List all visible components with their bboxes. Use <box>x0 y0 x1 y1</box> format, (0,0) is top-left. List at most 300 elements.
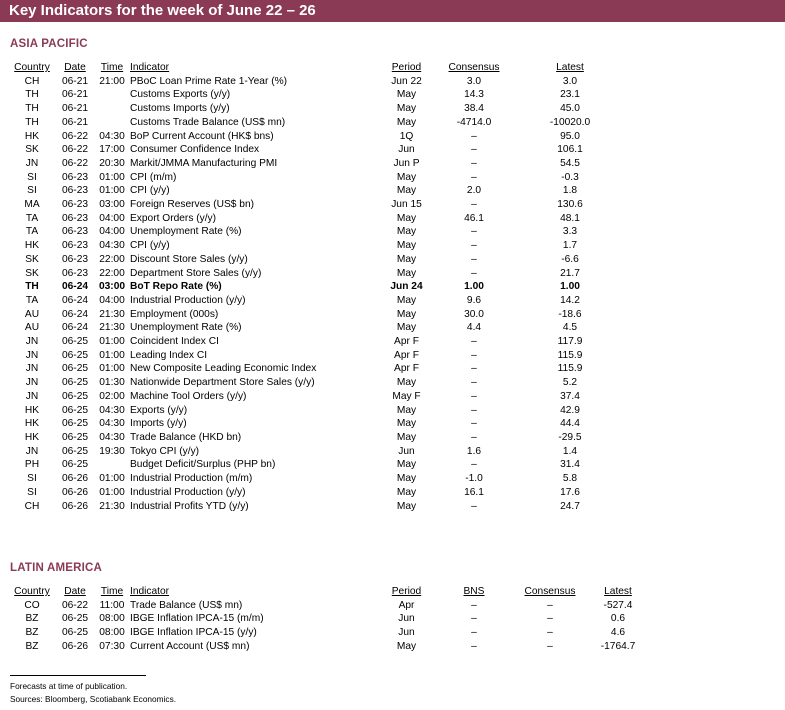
cell-indicator: Industrial Production (y/y) <box>130 294 246 306</box>
cell-indicator: Customs Exports (y/y) <box>130 89 231 101</box>
cell-latest: 4.6 <box>610 627 626 639</box>
cell-latest: 14.2 <box>560 294 580 306</box>
table-row <box>8 472 628 486</box>
column-header-country: Country <box>14 586 50 597</box>
cell-date: 06-25 <box>61 431 89 443</box>
cell-period: Apr F <box>394 336 419 348</box>
cell-country: JN <box>25 390 39 402</box>
cell-latest: 5.2 <box>562 377 578 389</box>
cell-period: May <box>396 322 417 334</box>
cell-time: 08:00 <box>99 627 125 639</box>
cell-date: 06-25 <box>61 613 89 625</box>
cell-date: 06-25 <box>61 404 89 416</box>
cell-consensus: – <box>471 144 477 156</box>
cell-date: 06-25 <box>61 363 89 375</box>
cell-bns: – <box>471 627 477 639</box>
cell-country: PH <box>24 459 40 471</box>
cell-period: May <box>396 459 417 471</box>
cell-latest: -527.4 <box>603 599 633 611</box>
cell-country: HK <box>24 404 40 416</box>
cell-time: 02:00 <box>99 390 125 402</box>
cell-indicator: Export Orders (y/y) <box>130 212 217 224</box>
cell-period: May <box>396 640 417 652</box>
cell-period: May <box>396 431 417 443</box>
cell-consensus: 9.6 <box>466 294 482 306</box>
cell-bns: – <box>471 599 477 611</box>
cell-date: 06-25 <box>61 445 89 457</box>
cell-indicator: CPI (y/y) <box>130 185 170 197</box>
cell-time: 21:00 <box>99 75 125 87</box>
cell-time: 04:30 <box>99 130 125 142</box>
cell-latest: 21.7 <box>560 267 580 279</box>
cell-latest: 1.00 <box>560 281 580 293</box>
cell-indicator: Trade Balance (HKD bn) <box>130 431 242 443</box>
cell-consensus: – <box>471 404 477 416</box>
cell-indicator: Discount Store Sales (y/y) <box>130 253 248 265</box>
table-row <box>8 626 648 640</box>
cell-time: 07:30 <box>99 640 125 652</box>
table-row <box>8 212 628 226</box>
table-row <box>8 143 628 157</box>
cell-time: 04:30 <box>99 418 125 430</box>
cell-consensus: – <box>471 171 477 183</box>
cell-indicator: Trade Balance (US$ mn) <box>130 599 243 611</box>
cell-latest: -0.3 <box>561 171 579 183</box>
cell-country: BZ <box>25 627 39 639</box>
cell-country: JN <box>25 377 39 389</box>
cell-period: Jun <box>398 613 415 625</box>
column-header-latest: Latest <box>604 586 632 597</box>
cell-consensus: 2.0 <box>466 185 482 197</box>
table-row <box>8 321 628 335</box>
cell-bns: – <box>471 640 477 652</box>
cell-time: 01:00 <box>99 336 125 348</box>
cell-period: 1Q <box>399 130 414 142</box>
cell-indicator: BoP Current Account (HK$ bns) <box>130 130 274 142</box>
cell-country: CO <box>24 599 40 611</box>
cell-latest: -6.6 <box>561 253 579 265</box>
cell-period: May <box>396 89 417 101</box>
cell-latest: 54.5 <box>560 157 580 169</box>
table-row <box>8 431 628 445</box>
cell-latest: 1.4 <box>562 445 578 457</box>
cell-time: 08:00 <box>99 613 125 625</box>
cell-date: 06-25 <box>61 349 89 361</box>
cell-period: Jun <box>398 445 415 457</box>
cell-time: 01:00 <box>99 486 125 498</box>
table-row <box>8 75 628 89</box>
cell-indicator: Machine Tool Orders (y/y) <box>130 390 247 402</box>
table-row <box>8 157 628 171</box>
cell-country: JN <box>25 336 39 348</box>
cell-consensus: -4714.0 <box>456 116 492 128</box>
cell-date: 06-26 <box>61 500 89 512</box>
cell-time: 04:30 <box>99 431 125 443</box>
cell-period: May F <box>392 390 421 402</box>
column-header-latest: Latest <box>556 62 584 73</box>
cell-latest: -29.5 <box>558 431 582 443</box>
cell-period: May <box>396 253 417 265</box>
cell-date: 06-22 <box>61 157 89 169</box>
cell-date: 06-22 <box>61 130 89 142</box>
cell-latest: 95.0 <box>560 130 580 142</box>
table-row <box>8 198 628 212</box>
cell-date: 06-25 <box>61 336 89 348</box>
table-row <box>8 184 628 198</box>
cell-consensus: – <box>471 459 477 471</box>
column-header-consensus: Consensus <box>448 62 500 73</box>
table-row <box>8 445 628 459</box>
cell-consensus: 4.4 <box>466 322 482 334</box>
table-row <box>8 116 628 130</box>
asia-pacific-table <box>8 61 628 513</box>
cell-time <box>94 458 130 472</box>
column-header-indicator: Indicator <box>130 62 170 73</box>
cell-date: 06-21 <box>61 103 89 115</box>
cell-date: 06-23 <box>61 253 89 265</box>
cell-latest: -1764.7 <box>600 640 636 652</box>
cell-period: May <box>396 267 417 279</box>
table-row <box>8 640 648 654</box>
table-row <box>8 102 628 116</box>
cell-time: 21:30 <box>99 308 125 320</box>
table-header-row <box>8 585 648 599</box>
cell-country: CH <box>24 500 40 512</box>
latin-america-table <box>8 585 648 654</box>
cell-time: 01:00 <box>99 363 125 375</box>
cell-consensus: – <box>471 130 477 142</box>
cell-consensus: – <box>471 500 477 512</box>
cell-indicator: Department Store Sales (y/y) <box>130 267 262 279</box>
cell-period: May <box>396 171 417 183</box>
cell-date: 06-26 <box>61 640 89 652</box>
cell-date: 06-22 <box>61 144 89 156</box>
cell-period: May <box>396 103 417 115</box>
cell-indicator: Budget Deficit/Surplus (PHP bn) <box>130 459 276 471</box>
cell-date: 06-21 <box>61 116 89 128</box>
cell-consensus: – <box>471 431 477 443</box>
cell-time: 21:30 <box>99 500 125 512</box>
cell-consensus: 14.3 <box>464 89 484 101</box>
table-row <box>8 294 628 308</box>
cell-time: 04:00 <box>99 226 125 238</box>
cell-consensus: – <box>471 363 477 375</box>
cell-period: Jun 15 <box>391 199 422 211</box>
cell-date: 06-23 <box>61 267 89 279</box>
table-row <box>8 599 648 613</box>
cell-consensus: – <box>471 240 477 252</box>
cell-country: SI <box>27 473 37 485</box>
footnote-divider <box>10 675 146 676</box>
cell-country: JN <box>25 445 39 457</box>
cell-latest: 1.8 <box>562 185 578 197</box>
cell-consensus: 16.1 <box>464 486 484 498</box>
cell-date: 06-23 <box>61 240 89 252</box>
column-header-indicator: Indicator <box>130 586 170 597</box>
cell-time: 04:00 <box>99 294 125 306</box>
cell-time: 20:30 <box>99 157 125 169</box>
cell-time <box>94 116 130 130</box>
cell-bns: – <box>471 613 477 625</box>
cell-consensus: – <box>471 267 477 279</box>
cell-period: May <box>396 377 417 389</box>
column-header-bns: BNS <box>463 586 485 597</box>
cell-period: May <box>396 308 417 320</box>
cell-latest: -18.6 <box>558 308 582 320</box>
cell-indicator: Unemployment Rate (%) <box>130 226 242 238</box>
table-row <box>8 88 628 102</box>
cell-country: TH <box>25 281 39 293</box>
cell-consensus: – <box>547 640 553 652</box>
cell-period: May <box>396 185 417 197</box>
table-row <box>8 239 628 253</box>
cell-latest: 106.1 <box>557 144 583 156</box>
table-row <box>8 349 628 363</box>
cell-consensus: – <box>471 336 477 348</box>
cell-period: May <box>396 404 417 416</box>
cell-consensus: – <box>547 627 553 639</box>
cell-country: HK <box>24 418 40 430</box>
cell-consensus: 3.0 <box>466 75 482 87</box>
cell-consensus: – <box>471 377 477 389</box>
cell-latest: 0.6 <box>610 613 626 625</box>
cell-consensus: – <box>471 253 477 265</box>
cell-time: 04:30 <box>99 404 125 416</box>
cell-country: SI <box>27 185 37 197</box>
cell-time: 22:00 <box>99 267 125 279</box>
cell-date: 06-23 <box>61 199 89 211</box>
cell-date: 06-24 <box>61 308 89 320</box>
cell-time: 01:00 <box>99 473 125 485</box>
cell-country: JN <box>25 157 39 169</box>
cell-period: May <box>396 500 417 512</box>
cell-consensus: 46.1 <box>464 212 484 224</box>
cell-time <box>94 102 130 116</box>
cell-indicator: CPI (y/y) <box>130 240 170 252</box>
cell-consensus: – <box>471 418 477 430</box>
cell-latest: 17.6 <box>560 486 580 498</box>
table-row <box>8 267 628 281</box>
column-header-time: Time <box>100 586 124 597</box>
table-row <box>8 171 628 185</box>
table-row <box>8 308 628 322</box>
cell-time: 22:00 <box>99 253 125 265</box>
cell-consensus: 30.0 <box>464 308 484 320</box>
cell-indicator: PBoC Loan Prime Rate 1-Year (%) <box>130 75 288 87</box>
cell-date: 06-23 <box>61 212 89 224</box>
cell-latest: 3.3 <box>562 226 578 238</box>
cell-period: May <box>396 486 417 498</box>
cell-consensus: – <box>547 599 553 611</box>
cell-country: TA <box>25 212 39 224</box>
column-header-period: Period <box>391 586 422 597</box>
cell-date: 06-25 <box>61 418 89 430</box>
cell-period: Jun P <box>393 157 420 169</box>
cell-country: BZ <box>25 613 39 625</box>
cell-country: MA <box>24 199 40 211</box>
cell-time: 03:00 <box>98 281 126 293</box>
cell-indicator: New Composite Leading Economic Index <box>130 363 317 375</box>
table-row <box>8 335 628 349</box>
cell-indicator: Current Account (US$ mn) <box>130 640 250 652</box>
cell-period: May <box>396 212 417 224</box>
cell-time: 03:00 <box>99 199 125 211</box>
column-header-consensus: Consensus <box>524 586 576 597</box>
cell-consensus: – <box>547 613 553 625</box>
cell-date: 06-23 <box>61 226 89 238</box>
cell-time: 01:00 <box>99 349 125 361</box>
cell-time: 01:00 <box>99 185 125 197</box>
table-row <box>8 404 628 418</box>
cell-latest: 24.7 <box>560 500 580 512</box>
cell-country: SI <box>27 486 37 498</box>
cell-period: May <box>396 116 417 128</box>
cell-period: Apr F <box>394 363 419 375</box>
cell-indicator: Tokyo CPI (y/y) <box>130 445 200 457</box>
cell-country: AU <box>24 322 40 334</box>
cell-latest: 115.9 <box>557 349 583 361</box>
cell-period: Apr F <box>394 349 419 361</box>
cell-indicator: Leading Index CI <box>130 349 208 361</box>
cell-period: Jun <box>398 627 415 639</box>
column-header-date: Date <box>64 586 86 597</box>
cell-country: SK <box>25 144 39 156</box>
cell-latest: 48.1 <box>560 212 580 224</box>
table-row <box>8 253 628 267</box>
cell-country: HK <box>24 431 40 443</box>
cell-indicator: Industrial Profits YTD (y/y) <box>130 500 249 512</box>
cell-country: CH <box>24 75 40 87</box>
cell-country: SK <box>25 253 39 265</box>
cell-indicator: IBGE Inflation IPCA-15 (m/m) <box>130 613 264 625</box>
cell-indicator: Consumer Confidence Index <box>130 144 260 156</box>
cell-country: JN <box>25 363 39 375</box>
cell-time: 01:00 <box>99 171 125 183</box>
table-row <box>8 612 648 626</box>
cell-period: Apr <box>398 599 415 611</box>
cell-consensus: 1.6 <box>466 445 482 457</box>
cell-date: 06-25 <box>61 377 89 389</box>
cell-country: TA <box>25 226 39 238</box>
cell-period: May <box>396 473 417 485</box>
cell-latest: 44.4 <box>560 418 580 430</box>
footnote-sources: Sources: Bloomberg, Scotiabank Economics. <box>10 694 177 704</box>
cell-time: 19:30 <box>99 445 125 457</box>
cell-date: 06-26 <box>61 473 89 485</box>
cell-period: May <box>396 240 417 252</box>
cell-time: 17:00 <box>99 144 125 156</box>
cell-indicator: IBGE Inflation IPCA-15 (y/y) <box>130 627 257 639</box>
cell-latest: 4.5 <box>562 322 578 334</box>
cell-latest: 37.4 <box>560 390 580 402</box>
cell-period: May <box>396 226 417 238</box>
table-header-row <box>8 61 628 75</box>
cell-date: 06-23 <box>61 185 89 197</box>
cell-latest: 42.9 <box>560 404 580 416</box>
cell-latest: 23.1 <box>560 89 580 101</box>
cell-time: 04:30 <box>99 240 125 252</box>
cell-country: TH <box>25 89 39 101</box>
cell-consensus: – <box>471 199 477 211</box>
cell-country: HK <box>24 130 40 142</box>
cell-indicator: Customs Imports (y/y) <box>130 103 230 115</box>
cell-period: Jun 22 <box>391 75 422 87</box>
cell-country: AU <box>24 308 40 320</box>
table-row <box>8 280 628 294</box>
cell-date: 06-24 <box>61 281 89 293</box>
section-title-latin-america: LATIN AMERICA <box>10 562 103 574</box>
cell-indicator: Markit/JMMA Manufacturing PMI <box>130 157 278 169</box>
cell-latest: 5.8 <box>562 473 578 485</box>
cell-latest: 1.7 <box>562 240 578 252</box>
cell-indicator: Exports (y/y) <box>130 404 188 416</box>
cell-time: 01:30 <box>99 377 125 389</box>
cell-date: 06-22 <box>61 599 89 611</box>
column-header-period: Period <box>391 62 422 73</box>
cell-time: 11:00 <box>99 599 125 611</box>
cell-consensus: – <box>471 390 477 402</box>
cell-latest: -10020.0 <box>549 116 591 128</box>
cell-latest: 31.4 <box>560 459 580 471</box>
column-header-date: Date <box>64 62 86 73</box>
cell-indicator: Employment (000s) <box>130 308 219 320</box>
cell-indicator: BoT Repo Rate (%) <box>130 281 222 293</box>
cell-period: Jun <box>398 144 415 156</box>
column-header-country: Country <box>14 62 50 73</box>
cell-latest: 117.9 <box>557 336 583 348</box>
cell-country: TH <box>25 103 39 115</box>
page-title: Key Indicators for the week of June 22 – 26 <box>0 0 785 22</box>
cell-date: 06-24 <box>61 294 89 306</box>
table-row <box>8 225 628 239</box>
cell-indicator: Nationwide Department Store Sales (y/y) <box>130 377 315 389</box>
cell-country: TH <box>25 116 39 128</box>
cell-indicator: Coincident Index CI <box>130 336 219 348</box>
cell-time: 04:00 <box>99 212 125 224</box>
cell-country: BZ <box>25 640 39 652</box>
cell-country: JN <box>25 349 39 361</box>
cell-period: Jun 24 <box>390 281 423 293</box>
cell-indicator: Foreign Reserves (US$ bn) <box>130 199 254 211</box>
cell-period: May <box>396 294 417 306</box>
cell-indicator: Imports (y/y) <box>130 418 187 430</box>
cell-consensus: – <box>471 157 477 169</box>
section-title-asia-pacific: ASIA PACIFIC <box>10 38 88 50</box>
table-row <box>8 362 628 376</box>
table-row <box>8 458 628 472</box>
cell-country: SK <box>25 267 39 279</box>
cell-latest: 45.0 <box>560 103 580 115</box>
cell-consensus: 38.4 <box>464 103 484 115</box>
cell-date: 06-25 <box>61 390 89 402</box>
cell-latest: 115.9 <box>557 363 583 375</box>
table-row <box>8 130 628 144</box>
cell-latest: 3.0 <box>562 75 578 87</box>
footnote-forecasts: Forecasts at time of publication. <box>10 681 128 691</box>
table-row <box>8 500 628 514</box>
table-row <box>8 376 628 390</box>
cell-date: 06-21 <box>61 89 89 101</box>
cell-country: SI <box>27 171 37 183</box>
cell-consensus: – <box>471 349 477 361</box>
cell-country: TA <box>25 294 39 306</box>
table-row <box>8 417 628 431</box>
cell-indicator: Customs Trade Balance (US$ mn) <box>130 116 286 128</box>
table-row <box>8 390 628 404</box>
cell-consensus: – <box>471 226 477 238</box>
cell-time: 21:30 <box>99 322 125 334</box>
cell-time <box>94 88 130 102</box>
